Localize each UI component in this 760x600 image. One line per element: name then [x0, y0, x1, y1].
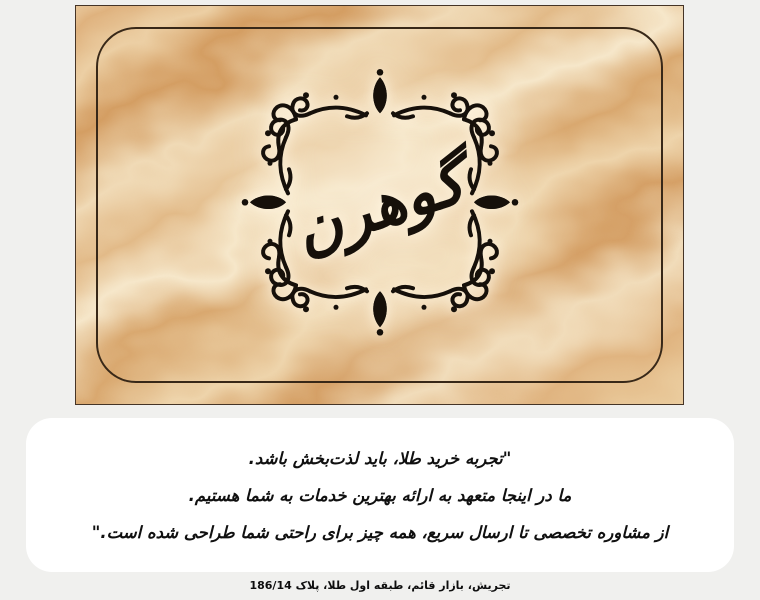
address-text: تجریش، بازار قائم، طبقه اول طلا، پلاک 186/14 [249, 579, 511, 592]
quote-line-2: ما در اینجا متعهد به ارائه بهترین خدمات به شما هستیم. [188, 485, 572, 505]
brand-logo-text: گوهرن [285, 144, 474, 268]
quote-line-1: "تجربه خرید طلا، باید لذت‌بخش باشد. [248, 448, 512, 468]
quote-card [26, 418, 734, 572]
brand-banner [75, 5, 684, 405]
quote-line-3: از مشاوره تخصصی تا ارسال سریع، همه چیز برای راحتی شما طراحی شده است." [91, 522, 669, 542]
brand-logo [239, 67, 521, 337]
